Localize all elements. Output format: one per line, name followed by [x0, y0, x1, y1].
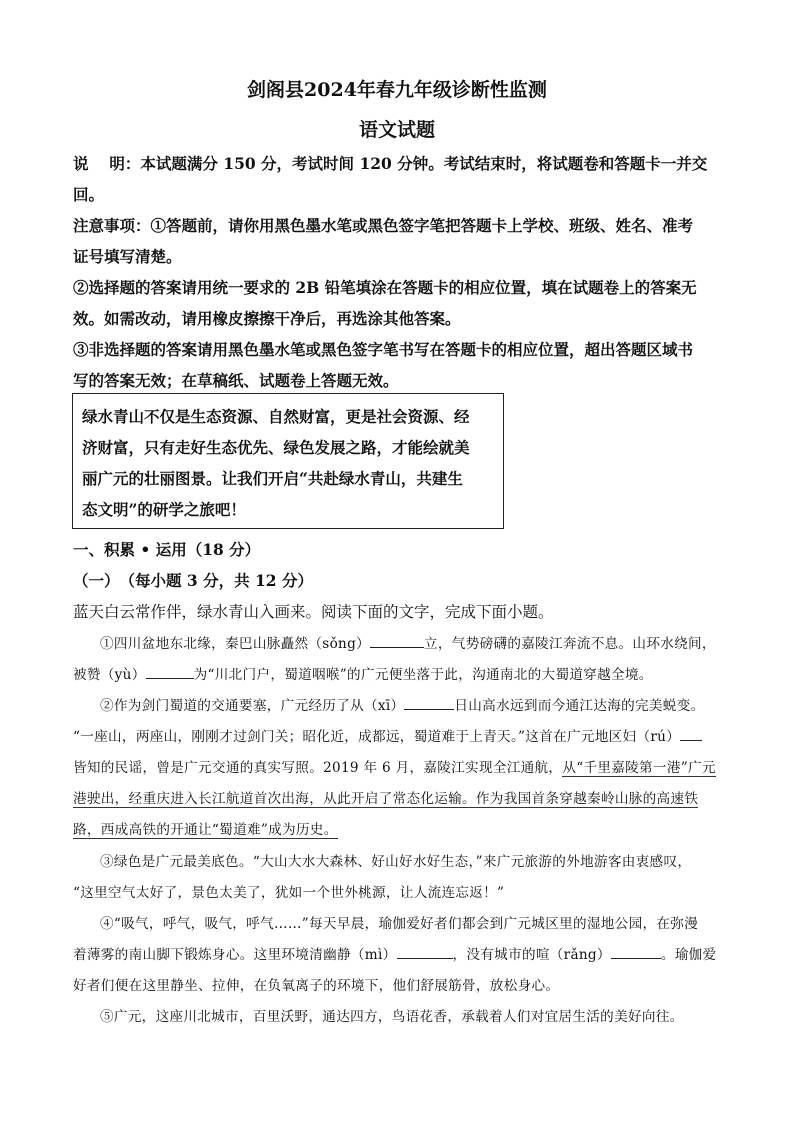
passage-line-9: “这里空气太好了，景色太美了，犹如一个世外桃源，让人流连忘返！”: [73, 885, 505, 901]
notes-line-8: 写的答案无效；在草稿纸、试题卷上答题无效。: [73, 371, 399, 390]
passage-text: 被赞（yù）: [73, 667, 146, 683]
passage-line-6: [73, 787, 698, 807]
answer-blank[interactable]: [611, 946, 661, 959]
notes-line-2: 回。: [73, 185, 105, 204]
notes-line-5: ②选择题的答案请用统一要求的 2B 铅笔填涂在答题卡的相应位置，填在试题卷上的答案无: [73, 278, 697, 297]
passage-line-5: [73, 756, 716, 776]
passage-line-4: [73, 725, 702, 745]
notes-line-6: 效。如需改动，请用橡皮擦擦干净后，再选涂其他答案。: [73, 309, 461, 328]
section-instruction: 蓝天白云常作伴，绿水青山入画来。阅读下面的文字，完成下面小题。: [73, 603, 554, 621]
passage-text: 着薄雾的南山脚下锻炼身心。这里环境清幽静（mì）: [73, 947, 397, 963]
underlined-text: 港驶出，经重庆进入长江航道首次出海，从此开启了常态化运输。作为我国首条穿越秦岭山脉的高速铁: [73, 791, 699, 807]
underlined-text: 路，西成高铁的开通让“蜀道难”成为历史。: [73, 822, 338, 838]
exam-title: 剑阁县2024年春九年级诊断性监测: [247, 79, 547, 101]
passage-text: 日山高水远到而今通江达海的完美蜕变。: [454, 698, 705, 714]
passage-line-1: [100, 632, 716, 652]
passage-line-13: ⑤广元，这座川北城市，百里沃野，通达四方，鸟语花香，承载着人们对宜居生活的美好向往。: [100, 1009, 684, 1025]
passage-line-3: [100, 694, 704, 714]
passage-text: “一座山，两座山，刚刚才过剑门关；昭化近，成都远，蜀道难于上青天。”这首在广元地区妇（rú）: [73, 729, 681, 745]
answer-blank[interactable]: [404, 697, 454, 710]
passage-text: ①四川盆地东北缘，秦巴山脉矗然（sǒng）: [100, 636, 371, 652]
passage-line-12: 好者们便在这里静坐、拉伸，在负氧离子的环境下，他们舒展筋骨，放松身心。: [73, 978, 560, 994]
passage-line-7: [73, 818, 338, 838]
passage-text: ，没有城市的喧（rǎng）: [452, 947, 611, 963]
answer-blank[interactable]: [680, 728, 702, 741]
exam-subtitle: 语文试题: [358, 119, 435, 141]
underlined-text: 从“千里嘉陵第一港”广元: [562, 760, 716, 776]
intro-box-line-3: 丽广元的壮丽图景。让我们开启“共赴绿水青山，共建生: [82, 469, 463, 488]
passage-text: 立，气势磅礴的嘉陵江奔流不息。山环水绕间，: [424, 636, 716, 652]
notes-line-3: 注意事项：①答题前，请你用黑色墨水笔或黑色签字笔把答题卡上学校、班级、姓名、准考: [73, 216, 694, 235]
notes-line-1: 说 明：本试题满分 150 分，考试时间 120 分钟。考试结束时，将试题卷和答题卡一并交: [73, 154, 708, 173]
notes-line-7: ③非选择题的答案请用黑色墨水笔或黑色签字笔书写在答题卡的相应位置，超出答题区域书: [73, 340, 694, 359]
passage-line-8: ③绿色是广元最美底色。“大山大水大森林、好山好水好生态，”来广元旅游的外地游客由衷感叹，: [100, 854, 692, 870]
intro-box-line-2: 济财富，只有走好生态优先、绿色发展之路，才能绘就美: [82, 438, 470, 457]
passage-text: 皆知的民谣，曾是广元交通的真实写照。2019 年 6 月，嘉陵江实现全江通航，: [73, 760, 563, 776]
answer-blank[interactable]: [397, 946, 453, 959]
passage-text: ②作为剑门蜀道的交通要塞，广元经历了从（xī）: [100, 698, 405, 714]
answer-blank[interactable]: [146, 666, 194, 679]
notes-line-4: 证号填写清楚。: [73, 247, 182, 266]
intro-box-line-4: 态文明”的研学之旅吧！: [82, 500, 246, 519]
passage-line-11: [73, 943, 716, 963]
passage-text: 。瑜伽爱: [660, 947, 717, 963]
answer-blank[interactable]: [370, 635, 424, 648]
section-sub-heading: （一） （每小题 3 分，共 12 分）: [73, 571, 313, 590]
passage-text: 为“川北门户，蜀道咽喉”的广元便坐落于此，沟通南北的大蜀道穿越全境。: [193, 667, 653, 683]
section-heading: 一、积累 • 运用（18 分）: [73, 540, 261, 559]
intro-box-line-1: 绿水青山不仅是生态资源、自然财富，更是社会资源、经: [82, 407, 470, 426]
passage-line-2: [73, 663, 653, 683]
passage-line-10: ④“吸气，呼气，吸气，呼气……”每天早晨，瑜伽爱好者们都会到广元城区里的湿地公园，在弥漫: [100, 916, 699, 932]
